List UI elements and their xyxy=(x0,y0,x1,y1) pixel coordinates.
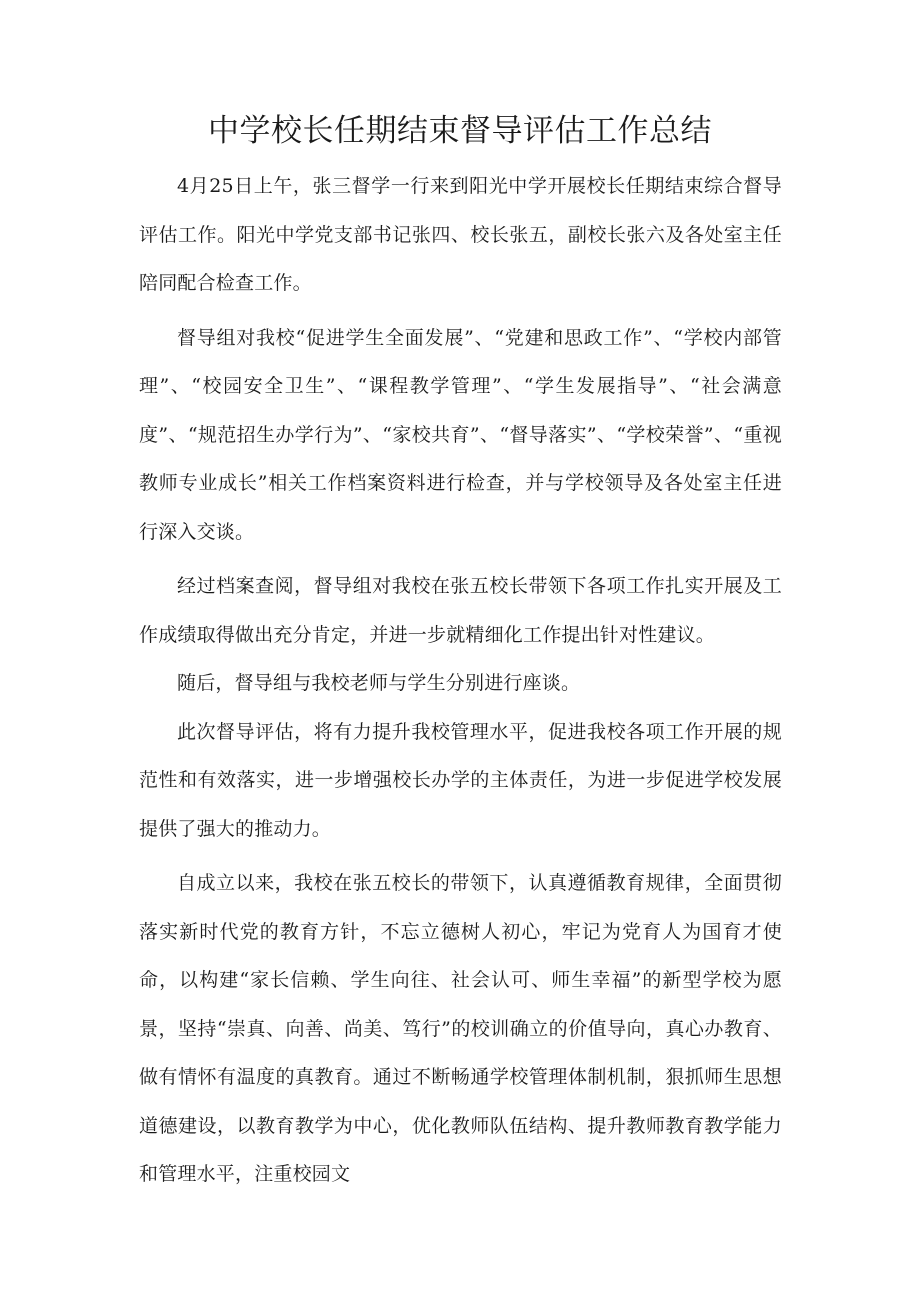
paragraph-inspection-scope: 督导组对我校“促进学生全面发展”、“党建和思政工作”、“学校内部管理”、“校园安全卫生”、“课程教学管理”、“学生发展指导”、“社会满意度”、“规范招生办学行为”、“家校共育”、“督导落实”、“学校荣誉”、“重视教师专业成长”相关工作档案资料进行检查，并与学校领导及各处室主任进行深入交谈。 xyxy=(139,326,782,543)
document-body xyxy=(139,162,782,1199)
paragraph-school-development: 自成立以来，我校在张五校长的带领下，认真遵循教育规律，全面贯彻落实新时代党的教育方针，不忘立德树人初心，牢记为党育人为国育才使命，以构建“家长信赖、学生向往、社会认可、师生幸福”的新型学校为愿景，坚持“崇真、向善、尚美、笃行”的校训确立的价值导向，真心办教育、做有情怀有温度的真教育。通过不断畅通学校管理体制机制，狠抓师生思想道德建设，以教育教学为中心，优化教师队伍结构、提升教师教育教学能力和管理水平，注重校园文 xyxy=(139,872,782,1185)
paragraph-affirmation: 经过档案查阅，督导组对我校在张五校长带领下各项工作扎实开展及工作成绩取得做出充分肯定，并进一步就精细化工作提出针对性建议。 xyxy=(139,575,782,646)
document-title: 中学校长任期结束督导评估工作总结 xyxy=(208,113,712,149)
paragraph-significance: 此次督导评估，将有力提升我校管理水平，促进我校各项工作开展的规范性和有效落实，进一步增强校长办学的主体责任，为进一步促进学校发展提供了强大的推动力。 xyxy=(139,720,782,840)
paragraph-opening: 4月25日上午，张三督学一行来到阳光中学开展校长任期结束综合督导评估工作。阳光中学党支部书记张四、校长张五，副校长张六及各处室主任陪同配合检查工作。 xyxy=(139,175,782,294)
paragraph-symposium: 随后，督导组与我校老师与学生分别进行座谈。 xyxy=(177,672,581,694)
